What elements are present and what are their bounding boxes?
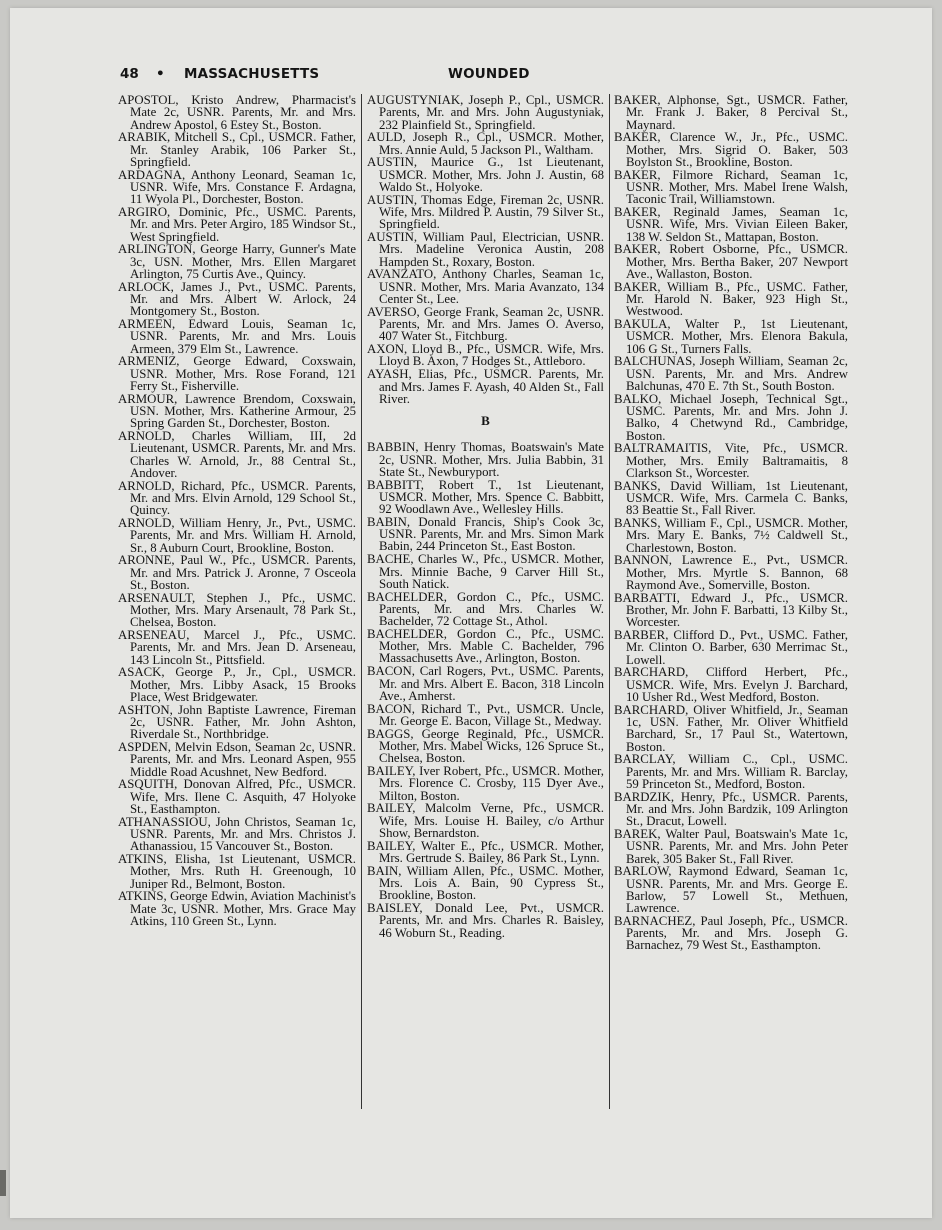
casualty-entry: BACON, Carl Rogers, Pvt., USMC. Parents, Mr. and Mrs. Albert E. Bacon, 318 Lincoln Ave., Amherst. [367, 664, 604, 703]
casualty-entry: AVERSO, George Frank, Seaman 2c, USNR. Parents, Mr. and Mrs. James O. Averso, 407 Water St., Fitchburg. [367, 304, 604, 344]
section-letter: B [481, 413, 490, 428]
casualty-entry: APOSTOL, Kristo Andrew, Pharmacist's Mate 2c, USNR. Parents, Mr. and Mrs. Andrew Apostol, 6 Estey St., Boston. [118, 93, 356, 132]
column-divider [609, 94, 610, 1109]
casualty-entry: BARCLAY, William C., Cpl., USMC. Parents, Mr. and Mrs. William R. Barclay, 59 Princeton St., Medford, Boston. [614, 752, 848, 791]
casualty-entry: BALKO, Michael Joseph, Technical Sgt., USMC. Parents, Mr. and Mrs. John J. Balko, 4 Chetwynd Rd., Cambridge, Boston. [614, 391, 848, 443]
casualty-entry: BAKER, Reginald James, Seaman 1c, USNR. Wife, Mrs. Vivian Eileen Baker, 138 W. Seldon St., Mattapan, Boston. [614, 205, 848, 244]
casualty-entry: AULD, Joseph R., Cpl., USMCR. Mother, Mrs. Annie Auld, 5 Jackson Pl., Waltham. [367, 130, 604, 157]
casualty-entry: BAILEY, Malcolm Verne, Pfc., USMCR. Wife, Mrs. Louise H. Bailey, c/o Arthur Show, Bernardston. [367, 801, 604, 840]
casualty-entry: BAKER, Filmore Richard, Seaman 1c, USNR. Mother, Mrs. Mabel Irene Walsh, Taconic Trail, Williamstown. [614, 167, 848, 207]
casualty-entry: BAKER, Alphonse, Sgt., USMCR. Father, Mr. Frank J. Baker, 8 Percival St., Maynard. [614, 93, 848, 132]
casualty-entry: ASPDEN, Melvin Edson, Seaman 2c, USNR. Parents, Mr. and Mrs. Leonard Aspen, 955 Middle Road Acushnet, New Bedford. [118, 740, 356, 779]
section-title: WOUNDED [448, 66, 530, 82]
casualty-entry: BALTRAMAITIS, Vite, Pfc., USMCR. Mother, Mrs. Emily Baltramaitis, 8 Clarkson St., Worcester. [614, 441, 848, 480]
casualty-entry: ARNOLD, Charles William, III, 2d Lieutenant, USMCR. Parents, Mr. and Mrs. Charles W. Arnold, Jr., 88 Central St., Andover. [118, 429, 356, 480]
casualty-entry: BARBER, Clifford D., Pvt., USMC. Father, Mr. Clinton O. Barber, 630 Merrimac St., Lowell. [614, 628, 848, 667]
casualty-entry: ARMEEN, Edward Louis, Seaman 1c, USNR. Parents, Mr. and Mrs. Louis Armeen, 379 Elm St., Lawrence. [118, 317, 356, 356]
casualty-entry: ARGIRO, Dominic, Pfc., USMC. Parents, Mr. and Mrs. Peter Argiro, 185 Windsor St., West Springfield. [118, 205, 356, 244]
column-divider [361, 94, 362, 1109]
casualty-entry: BACHELDER, Gordon C., Pfc., USMC. Mother, Mrs. Mable C. Bachelder, 796 Massachusetts Ave., Arlington, Boston. [367, 626, 604, 666]
casualty-entry: BANNON, Lawrence E., Pvt., USMCR. Mother, Mrs. Myrtle S. Bannon, 68 Raymond Ave., Somerville, Boston. [614, 553, 848, 592]
casualty-entry: ATKINS, George Edwin, Aviation Machinist's Mate 3c, USNR. Mother, Mrs. Grace May Atkins, 110 Green St., Lynn. [118, 889, 356, 928]
casualty-entry: ATHANASSIOU, John Christos, Seaman 1c, USNR. Parents, Mr. and Mrs. Christos J. Athanassiou, 15 Vancouver St., Boston. [118, 814, 356, 854]
casualty-entry: BAILEY, Walter E., Pfc., USMCR. Mother, Mrs. Gertrude S. Bailey, 86 Park St., Lynn. [367, 838, 604, 866]
casualty-entry: BACHE, Charles W., Pfc., USMCR. Mother, Mrs. Minnie Bache, 9 Carver Hill St., South Natick. [367, 552, 604, 591]
casualty-entry: AVANZATO, Anthony Charles, Seaman 1c, USNR. Mother, Mrs. Maria Avanzato, 134 Center St., Lee. [367, 267, 604, 306]
casualty-entry: AUSTIN, William Paul, Electrician, USNR. Mrs. Madeline Veronica Austin, 208 Hampden St., Roxary, Boston. [367, 230, 604, 269]
casualty-entry: ARMOUR, Lawrence Brendom, Coxswain, USN. Mother, Mrs. Katherine Armour, 25 Spring Garden St., Dorchester, Boston. [118, 391, 356, 431]
casualty-entry: BAISLEY, Donald Lee, Pvt., USMCR. Parents, Mr. and Mrs. Charles R. Baisley, 46 Woburn St., Reading. [367, 901, 604, 940]
casualty-entry: ARABIK, Mitchell S., Cpl., USMCR. Father, Mr. Stanley Arabik, 106 Parker St., Springfield. [118, 130, 356, 169]
casualty-entry: BAKER, William B., Pfc., USMC. Father, Mr. Harold N. Baker, 923 High St., Westwood. [614, 279, 848, 319]
casualty-entry: BARDZIK, Henry, Pfc., USMCR. Parents, Mr. and Mrs. John Bardzik, 109 Arlington St., Dracut, Lowell. [614, 789, 848, 829]
casualty-entry: BALCHUNAS, Joseph William, Seaman 2c, USN. Parents, Mr. and Mrs. Andrew Balchunas, 470 E. 7th St., South Boston. [614, 354, 848, 393]
casualty-entry: ARNOLD, William Henry, Jr., Pvt., USMC. Parents, Mr. and Mrs. William H. Arnold, Sr., 8 Auburn Court, Brookline, Boston. [118, 516, 356, 555]
casualty-entry: BAILEY, Iver Robert, Pfc., USMCR. Mother, Mrs. Florence C. Crosby, 115 Dyer Ave., Milton, Boston. [367, 764, 604, 803]
casualty-entry: BAREK, Walter Paul, Boatswain's Mate 1c, USNR. Parents, Mr. and Mrs. John Peter Barek, 305 Baker St., Fall River. [614, 827, 848, 866]
casualty-entry: BACHELDER, Gordon C., Pfc., USMC. Parents, Mr. and Mrs. Charles W. Bachelder, 72 Cottage St., Athol. [367, 589, 604, 629]
casualty-entry: BAKER, Robert Osborne, Pfc., USMCR. Mother, Mrs. Bertha Baker, 207 Newport Ave., Wallaston, Boston. [614, 242, 848, 281]
column-1 [118, 94, 356, 928]
column-3 [614, 94, 848, 952]
casualty-entry: BARLOW, Raymond Edward, Seaman 1c, USNR. Parents, Mr. and Mrs. George E. Barlow, 57 Lowell St., Methuen, Lawrence. [614, 864, 848, 916]
casualty-entry: ASACK, George P., Jr., Cpl., USMCR. Mother, Mrs. Libby Asack, 15 Brooks Place, West Bridgewater. [118, 665, 356, 704]
casualty-entry: ARDAGNA, Anthony Leonard, Seaman 1c, USNR. Wife, Mrs. Constance F. Ardagna, 11 Wyola Pl., Dorchester, Boston. [118, 167, 356, 207]
casualty-entry: BAGGS, George Reginald, Pfc., USMCR. Mother, Mrs. Mabel Wicks, 126 Spruce St., Chelsea, Boston. [367, 726, 604, 766]
casualty-entry: AUSTIN, Thomas Edge, Fireman 2c, USNR. Wife, Mrs. Mildred P. Austin, 79 Silver St., Springfield. [367, 192, 604, 232]
page-header [120, 66, 860, 86]
casualty-entry: BANKS, David William, 1st Lieutenant, USMCR. Wife, Mrs. Carmela C. Banks, 83 Beattie St., Fall River. [614, 478, 848, 518]
casualty-entry: ARLOCK, James J., Pvt., USMC. Parents, Mr. and Mrs. Albert W. Arlock, 24 Montgomery St., Boston. [118, 279, 356, 319]
casualty-entry: BARBATTI, Edward J., Pfc., USMCR. Brother, Mr. John F. Barbatti, 13 Kilby St., Worcester. [614, 590, 848, 630]
casualty-entry: ARLINGTON, George Harry, Gunner's Mate 3c, USN. Mother, Mrs. Ellen Margaret Arlington, 75 Curtis Ave., Quincy. [118, 242, 356, 281]
casualty-entry: BARNACHEZ, Paul Joseph, Pfc., USMCR. Parents, Mr. and Mrs. Joseph G. Barnachez, 79 West St., Easthampton. [614, 913, 848, 953]
state-title: MASSACHUSETTS [184, 66, 320, 82]
casualty-entry: ASQUITH, Donovan Alfred, Pfc., USMCR. Wife, Mrs. Ilene C. Asquith, 47 Holyoke St., Easthampton. [118, 777, 356, 816]
casualty-entry: ARMENIZ, George Edward, Coxswain, USNR. Mother, Mrs. Rose Forand, 121 Ferry St., Fisherville. [118, 354, 356, 393]
casualty-entry: AXON, Lloyd B., Pfc., USMCR. Wife, Mrs. Lloyd B. Axon, 7 Hodges St., Attleboro. [367, 342, 604, 369]
casualty-entry: BABBITT, Robert T., 1st Lieutenant, USMCR. Mother, Mrs. Spence C. Babbitt, 92 Woodlawn Ave., Wellesley Hills. [367, 477, 604, 517]
casualty-entry: ASHTON, John Baptiste Lawrence, Fireman 2c, USNR. Father, Mr. John Ashton, Riverdale St., Northbridge. [118, 702, 356, 742]
binding-mark [0, 1170, 6, 1196]
page-number: 48 [120, 66, 139, 82]
casualty-entry: ARONNE, Paul W., Pfc., USMCR. Parents, Mr. and Mrs. Patrick J. Aronne, 7 Osceola St., Boston. [118, 553, 356, 592]
casualty-entry: AUSTIN, Maurice G., 1st Lieutenant, USMCR. Mother, Mrs. John J. Austin, 68 Waldo St., Holyoke. [367, 155, 604, 194]
casualty-entry: BARCHARD, Clifford Herbert, Pfc., USMCR. Wife, Mrs. Evelyn J. Barchard, 10 Usher Rd., West Medford, Boston. [614, 665, 848, 704]
casualty-entry: ATKINS, Elisha, 1st Lieutenant, USMCR. Mother, Mrs. Ruth H. Greenough, 10 Juniper Rd., Belmont, Boston. [118, 852, 356, 891]
casualty-entry: BAKULA, Walter P., 1st Lieutenant, USMCR. Mother, Mrs. Elenora Bakula, 106 G St., Turners Falls. [614, 317, 848, 356]
casualty-entry: BAIN, William Allen, Pfc., USMC. Mother, Mrs. Lois A. Bain, 90 Cypress St., Brookline, Boston. [367, 863, 604, 903]
casualty-entry: BAKER, Clarence W., Jr., Pfc., USMC. Mother, Mrs. Sigrid O. Baker, 503 Boylston St., Brookline, Boston. [614, 130, 848, 169]
casualty-entry: BANKS, William F., Cpl., USMCR. Mother, Mrs. Mary E. Banks, 7½ Caldwell St., Charlestown, Boston. [614, 516, 848, 555]
casualty-entry: ARSENAULT, Stephen J., Pfc., USMC. Mother, Mrs. Mary Arsenault, 78 Park St., Chelsea, Boston. [118, 590, 356, 630]
casualty-entry: AYASH, Elias, Pfc., USMCR. Parents, Mr. and Mrs. James F. Ayash, 40 Alden St., Fall River. [367, 367, 604, 406]
casualty-entry: BABIN, Donald Francis, Ship's Cook 3c, USNR. Parents, Mr. and Mrs. Simon Mark Babin, 244 Princeton St., East Boston. [367, 514, 604, 554]
column-2 [367, 94, 604, 940]
casualty-entry: AUGUSTYNIAK, Joseph P., Cpl., USMCR. Parents, Mr. and Mrs. John Augustyniak, 232 Plainfield St., Springfield. [367, 93, 604, 132]
casualty-entry: ARNOLD, Richard, Pfc., USMCR. Parents, Mr. and Mrs. Elvin Arnold, 129 School St., Quincy. [118, 478, 356, 518]
casualty-entry: BARCHARD, Oliver Whitfield, Jr., Seaman 1c, USN. Father, Mr. Oliver Whitfield Barchard, Sr., 17 Paul St., Watertown, Boston. [614, 702, 848, 754]
header-bullet: • [156, 66, 165, 82]
casualty-entry: ARSENEAU, Marcel J., Pfc., USMC. Parents, Mr. and Mrs. Jean D. Arseneau, 143 Lincoln St., Pittsfield. [118, 628, 356, 667]
casualty-entry: BABBIN, Henry Thomas, Boatswain's Mate 2c, USNR. Mother, Mrs. Julia Babbin, 31 State St., Newburyport. [367, 440, 604, 479]
casualty-entry: BACON, Richard T., Pvt., USMCR. Uncle, Mr. George E. Bacon, Village St., Medway. [367, 701, 604, 728]
